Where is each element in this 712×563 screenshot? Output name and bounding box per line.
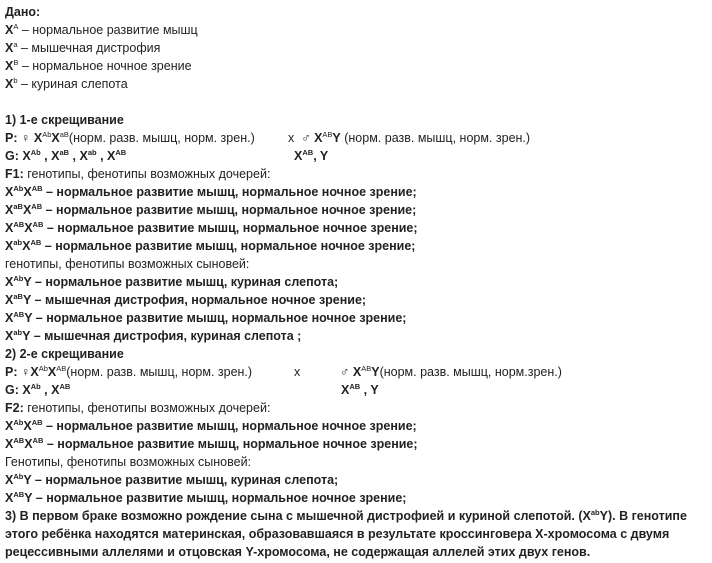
- gene-a-dominant: $X^A$ – нормальное развитие мышц: [5, 22, 198, 37]
- f1-daughters-title: F1: генотипы, фенотипы возможных дочерей:: [5, 167, 271, 181]
- cross1-gametes: G: $X^{Ab}$ , $X^{aB}$ , $X^{ab}$ , $X^{AB}$: [5, 148, 127, 163]
- cross2-gametes: G: $X^{Ab}$ , $X^{AB}$: [5, 382, 71, 397]
- female-symbol-icon: ♀: [20, 365, 31, 379]
- f1-son-4: $X^{ab}Y$ – мышечная дистрофия, куриная слепота ;: [5, 328, 302, 343]
- cross1-parents: P: ♀ $X^{Ab}X^{aB}(норм$. разв. мышц, норм. зрен.): [5, 130, 255, 145]
- answer-paragraph: 3) В первом браке возможно рождение сына с мышечной дистрофией и куриной слепотой. $(X^{ab}Y)$. В генотипе этого ребёнка находятся материнская, образовавшаяся в результате кроссинговера Х-хромосома с двумя рецессивными аллелями и отцовская Y-хромосома, не содержащая аллелей этих двух генов.: [5, 508, 687, 559]
- f2-son-1: $X^{Ab}Y$ – нормальное развитие мышц, куриная слепота;: [5, 472, 339, 487]
- male-symbol-icon: ♂: [301, 131, 311, 145]
- f1-daughter-2: $X^{aB}X^{AB}$ – нормальное развитие мышц, нормальное ночное зрение;: [5, 202, 417, 217]
- gene-b-dominant: $X^B$ – нормальное ночное зрение: [5, 58, 192, 73]
- f2-daughter-1: $X^{Ab}X^{AB}$ – нормальное развитие мышц, нормальное ночное зрение;: [5, 418, 417, 433]
- cross2-male-gametes: $X^{AB}$ , Y: [341, 382, 379, 397]
- f1-son-1: $X^{Ab}Y$ – нормальное развитие мышц, куриная слепота;: [5, 274, 339, 289]
- male-symbol-icon: ♂: [340, 365, 350, 379]
- gene-b-recessive: $X^b$ – куриная слепота: [5, 76, 128, 91]
- f2-daughters-title: F2: генотипы, фенотипы возможных дочерей:: [5, 401, 271, 415]
- cross2-parents: P: $♀X^{Ab}X^{AB}(норм$. разв. мышц, норм. зрен.): [5, 364, 253, 379]
- cross1-male: х ♂ $X^{AB}Y$ (норм. разв. мышц, норм. зрен.): [288, 130, 531, 145]
- f1-daughter-1: $X^{Ab}X^{AB}$ – нормальное развитие мышц, нормальное ночное зрение;: [5, 184, 417, 199]
- f1-son-2: $X^{aB}Y$ – мышечная дистрофия, нормальное ночное зрение;: [5, 292, 367, 307]
- f2-sons-title: Генотипы, фенотипы возможных сыновей:: [5, 455, 252, 469]
- cross2-title: 2) 2-е скрещивание: [5, 347, 124, 361]
- f1-son-3: $X^{AB}Y$ – нормальное развитие мышц, нормальное ночное зрение;: [5, 310, 407, 325]
- cross2-male: ♂ $X^{AB}Y(норм$. разв. мышц, норм.зрен.): [340, 364, 562, 379]
- gene-a-recessive: $X^a$ – мышечная дистрофия: [5, 40, 161, 55]
- f1-daughter-4: $X^{ab}X^{AB}$ – нормальное развитие мышц, нормальное ночное зрение;: [5, 238, 416, 253]
- cross1-male-gametes: $X^{AB}$, Y: [294, 148, 329, 163]
- f1-daughter-3: $X^{AB}X^{AB}$ – нормальное развитие мышц, нормальное ночное зрение;: [5, 220, 418, 235]
- cross2-x-sign: х: [294, 365, 301, 379]
- f1-sons-title: генотипы, фенотипы возможных сыновей:: [5, 257, 250, 271]
- female-symbol-icon: ♀: [20, 131, 31, 145]
- given-title: Дано:: [5, 5, 41, 19]
- f2-son-2: $X^{AB}Y$ – нормальное развитие мышц, нормальное ночное зрение;: [5, 490, 407, 505]
- cross1-title: 1) 1-е скрещивание: [5, 113, 124, 127]
- f2-daughter-2: $X^{AB}X^{AB}$ – нормальное развитие мышц, нормальное ночное зрение;: [5, 436, 418, 451]
